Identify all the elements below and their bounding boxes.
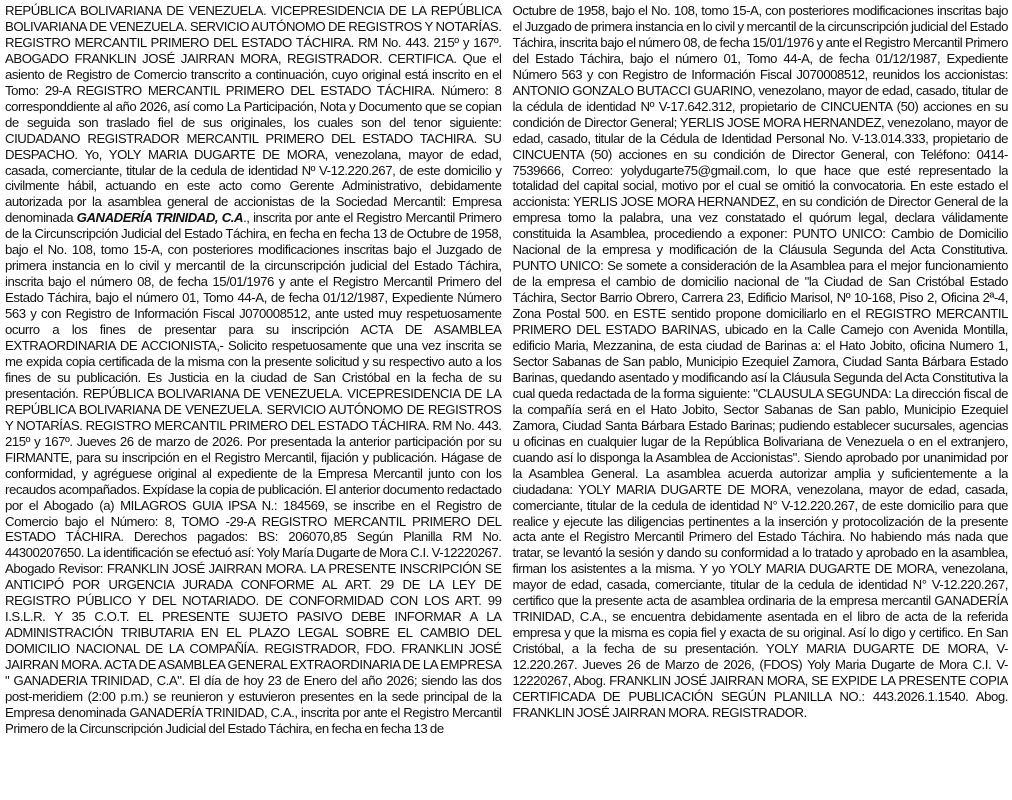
notice-paragraph-right: Octubre de 1958, bajo el No. 108, tomo 15-A, con posteriores modificaciones inscritas bajo el Juzgado de primera instancia en lo civil y mercantil de la circunscripción judicial del Estado Táchira, inscrita bajo el número 08, de fecha 15/01/1976 y ante el Registro Mercantil Primero del Estado Táchira, bajo el número 01, Tomo 44-A, de fecha 01/12/1987, Expediente Número 563 y con Registro de Información Fiscal J070008512, reunidos los accionistas: ANTONIO GONZALO BUTACCI GUARINO, venezolano, mayor de edad, casado, titular de la cédula de identidad Nº V-17.642.312, propietario de CINCUENTA (50) acciones en su condición de Director General; YERLIS JOSE MORA HERNANDEZ, venezolano, mayor de edad, casado, titular de la Cédula de Identidad Personal No. V-13.014.333, propietario de CINCUENTA (50) acciones en su condición de Director General, con Teléfono: 0414-7539666, Correo: yolydugarte75@gmail.com, lo que hace que esté representado la totalidad del capital social, motivo por el cual se omitió la convocatoria. En este estado el accionista: YERLIS JOSE MORA HERNANDEZ, en su condición de Director General de la empresa tomo la palabra, una vez constatado el quórum legal, declara válidamente constituida la Asamblea, procediendo a exponer: PUNTO UNICO: Cambio de Domicilio Nacional de la empresa y modificación de la Cláusula Segunda del Acta Constitutiva. PUNTO UNICO: Se somete a consideración de la Asamblea para el mejor funcionamiento de la empresa el cambio de domicilio nacional de "la Ciudad de San Cristóbal Estado Táchira, Sector Barrio Obrero, Carrera 23, Edificio Marisol, Nº 10-168, Piso 2, Oficina 2ª-4, Zona Postal 500. en ESTE sentido propone domiciliarlo en el REGISTRO MERCANTIL PRIMERO DEL ESTADO BARINAS, ubicado en la Calle Camejo con Avenida Montilla, edificio Maria, Mezzanina, de esta ciudad de Barinas a: el Hato Jobito, oficina Numero 1, Sector Sabanas de San pablo, Municipio Ezequiel Zamora, Ciudad Santa Bárbara Estado Barinas, quedando asentado y modificando así la Cláusula Segunda del Acta Constitutiva la cual queda redactada de la forma siguiente: "CLAUSULA SEGUNDA: La dirección fiscal de la compañía será en el Hato Jobito, Sector Sabanas de San pablo, Municipio Ezequiel Zamora, Ciudad Santa Bárbara Estado Barinas; pudiendo establecer sucursales, agencias u oficinas en cualquier lugar de la República Bolivariana de Venezuela o en el extranjero, cuando así lo disponga la Asamblea de Accionistas". Siendo aprobado por unanimidad por la Asamblea General. La asamblea acuerda autorizar amplia y suficientemente a la ciudadana: YOLY MARIA DUGARTE DE MORA, venezolana, mayor de edad, casada, comerciante, titular de la cedula de identidad N° V-12.220.267, de este domicilio para que realice y ejecute las diligencias pertinentes a la inserción y protocolización de la presente acta ante el Registro Mercantil Primero del Estado Táchira. No habiendo más nada que tratar, se levantó la sesión y dando su conformidad a lo tratado y aprobado en la asamblea, firman los asistentes a la misma. Y yo YOLY MARIA DUGARTE DE MORA, venezolana, mayor de edad, casada, comerciante, titular de la cedula de identidad N° V-12.220.267, certifico que la presente acta de asamblea ordinaria de la empresa mercantil GANADERÍA TRINIDAD, C.A., se encuentra debidamente asentada en el libro de acta de la referida empresa y que la misma es copia fiel y exacta de su original. Así lo digo y certifico. En San Cristóbal, a la fecha de su presentación. YOLY MARIA DUGARTE DE MORA, V-12.220.267. Jueves 26 de Marzo de 2026, (FDOS) Yoly Maria Dugarte de Mora C.I. V-12220267, Abog. FRANKLIN JOSÉ JAIRRAN MORA, SE EXPIDE LA PRESENTE COPIA CERTIFICADA DE PUBLICACIÓN SEGÚN PLANILLA NO.: 443.2026.1.1540. Abog. FRANKLIN JOSÉ JAIRRAN MORA. REGISTRADOR.	[512, 3, 1008, 720]
company-name: GANADERÍA TRINIDAD, C.A	[76, 210, 244, 226]
notice-text-part1: REPÚBLICA BOLIVARIANA DE VENEZUELA. VICEPRESIDENCIA DE LA REPÚBLICA BOLIVARIANA DE VENEZUELA. SERVICIO AUTÓNOMO DE REGISTROS Y NOTARÍAS. REGISTRO MERCANTIL PRIMERO DEL ESTADO TÁCHIRA. RM No. 443. 215º y 167º. ABOGADO FRANKLIN JOSÉ JAIRRAN MORA, REGISTRADOR. CERTIFICA. Que el asiento de Registro de Comercio transcrito a continuación, cuyo original está inscrito en el Tomo: 29-A REGISTRO MERCANTIL PRIMERO DEL ESTADO TÁCHIRA. Número: 8 corresponddiente al año 2026, así como La Participación, Nota y Documento que se copian de seguida son traslado fiel de sus originales, los cuales son del tenor siguiente: CIUDADANO REGISTRADOR MERCANTIL PRIMERO DEL ESTADO TACHIRA. SU DESPACHO. Yo, YOLY MARIA DUGARTE DE MORA, venezolana, mayor de edad, casada, comerciante, titular de la cedula de identidad Nº V-12.220.267, de este domicilio y civilmente hábil, actuando en este acto como Gerente Administrativo, debidamente autorizada por la asamblea general de accionistas de la Sociedad Mercantil: Empresa denominada	[5, 3, 502, 226]
notice-text-part2: ., inscrita por ante el Registro Mercantil Primero de la Circunscripción Judicial del Estado Táchira, en fecha en fecha 13 de Octubre de 1958, bajo el No. 108, tomo 15-A, con posteriores modificaciones inscritas bajo el Juzgado de primera instancia en lo civil y mercantil de la circunscripción judicial del Estado Táchira, inscrita bajo el número 08, de fecha 15/01/1976 y ante el Registro Mercantil Primero del Estado Táchira, bajo el número 01, Tomo 44-A, de fecha 01/12/1987, Expediente Número 563 y con Registro de Información Fiscal J070008512, ante usted muy respetuosamente ocurro a los fines de presentar para su inscripción ACTA DE ASAMBLEA EXTRAORDINARIA DE ACCIONISTA,- Solicito respetuosamente que una vez inscrita se me expida copia certificada de la misma con la presente solicitud y su respectivo auto a los fines de su publicación. Es Justicia en la ciudad de San Cristóbal en la fecha de su presentación. REPÚBLICA BOLIVARIANA DE VENEZUELA. VICEPRESIDENCIA DE LA REPÚBLICA BOLIVARIANA DE VENEZUELA. SERVICIO AUTÓNOMO DE REGISTROS Y NOTARÍAS. REGISTRO MERCANTIL PRIMERO DEL ESTADO TÁCHIRA. RM No. 443. 215º y 167º. Jueves 26 de marzo de 2026. Por presentada la anterior participación por su FIRMANTE, para su inscripción en el Registro Mercantil, fijación y publicación. Hágase de conformidad, y agréguese original al expediente de la Empresa Mercantil junto con los recaudos acompañados. Expídase la copia de publicación. El anterior documento redactado por el Abogado (a) MILAGROS GUIA IPSA N.: 184569, se inscribe en el Registro de Comercio bajo el Número: 8, TOMO -29-A REGISTRO MERCANTIL PRIMERO DEL ESTADO TÁCHIRA. Derechos pagados: BS: 206070,85 Según Planilla RM No. 44300207650. La identificación se efectuó así: Yoly María Dugarte de Mora C.I. V-12220267. Abogado Revisor: FRANKLIN JOSÉ JAIRRAN MORA. LA PRESENTE INSCRIPCIÓN SE ANTICIPÓ POR URGENCIA JURADA CONFORME AL ART. 29 DE LA LEY DE REGISTRO PÚBLICO Y DEL NOTARIADO. DE CONFORMIDAD CON LOS ART. 99 I.S.L.R. Y 35 C.O.T. EL PRESENTE SUJETO PASIVO DEBE INFORMAR A LA ADMINISTRACIÓN TRIBUTARIA EN EL PLAZO LEGAL SOBRE EL CAMBIO DEL DOMICILIO NACIONAL DE LA COMPAÑÍA. REGISTRADOR, FDO. FRANKLIN JOSÉ JAIRRAN MORA. ACTA DE ASAMBLEA GENERAL EXTRAORDINARIA DE LA EMPRESA " GANADERIA TRINIDAD, C.A". El día de hoy 23 de Enero del año 2026; siendo las dos post-meridiem (2:00 p.m.) se reunieron y estuvieron presentes en la sede principal de la Empresa denominada GANADERÍA TRINIDAD, C.A., inscrita por ante el Registro Mercantil Primero de la Circunscripción Judicial del Estado Táchira, en fecha en fecha 13 de	[5, 210, 502, 736]
notice-paragraph-left	[5, 3, 502, 737]
notice-column-left	[5, 3, 507, 799]
notice-column-right	[507, 3, 1009, 799]
